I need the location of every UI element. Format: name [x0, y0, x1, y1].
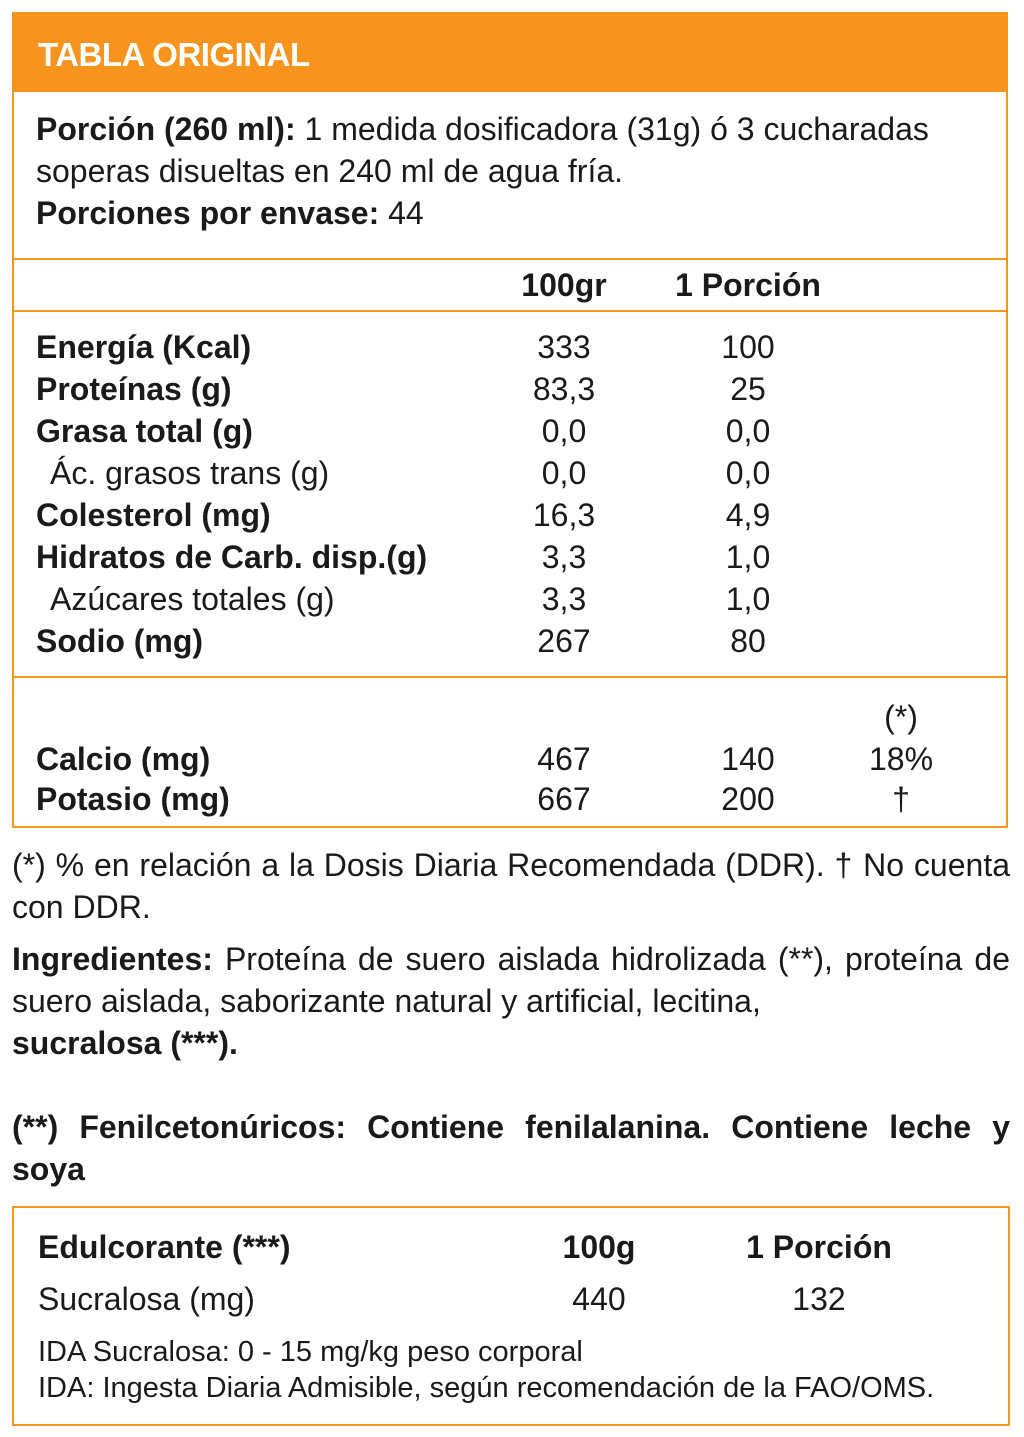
servings-per-container-value: 44 — [379, 195, 424, 231]
nutrient-per100: 3,3 — [541, 581, 587, 617]
mineral-per-portion: 140 — [721, 741, 775, 777]
ida-definition: IDA: Ingesta Diaria Admisible, según recomendación de la FAO/OMS. — [38, 1372, 935, 1404]
col-header-portion: 1 Porción — [675, 267, 821, 303]
nutrient-per-portion: 100 — [721, 329, 775, 365]
serving-size-cont: soperas disueltas en 240 ml de agua fría. — [36, 153, 624, 189]
sweetener-row-name: Sucralosa (mg) — [38, 1281, 255, 1317]
nutrient-name: Hidratos de Carb. disp.(g) — [36, 539, 428, 575]
mineral-name: Calcio (mg) — [36, 741, 211, 777]
nutrient-name: Ác. grasos trans (g) — [50, 455, 330, 491]
mineral-per100: 467 — [537, 741, 591, 777]
nutrient-name: Energía (Kcal) — [36, 329, 252, 365]
nutrient-per100: 83,3 — [532, 371, 596, 407]
nutrient-per100: 333 — [537, 329, 591, 365]
nutrient-name: Colesterol (mg) — [36, 497, 271, 533]
nutrient-per100: 267 — [537, 623, 591, 659]
ingredients-label: Ingredientes: — [12, 941, 213, 977]
nutrient-name: Azúcares totales (g) — [50, 581, 335, 617]
mineral-ddr: † — [892, 781, 910, 817]
footnotes — [12, 844, 1010, 1200]
nutrient-per-portion: 80 — [730, 623, 766, 659]
divider — [14, 676, 1006, 678]
divider — [14, 310, 1006, 312]
nutrient-per100: 0,0 — [541, 455, 587, 491]
col-header-100gr: 100gr — [521, 267, 607, 303]
title-bar — [14, 14, 1006, 92]
mineral-ddr: 18% — [868, 741, 934, 777]
sweetener-col-100g: 100g — [562, 1229, 636, 1265]
serving-info — [36, 108, 996, 234]
nutrient-name: Grasa total (g) — [36, 413, 253, 449]
ingredients — [12, 938, 1010, 1064]
nutrient-name: Sodio (mg) — [36, 623, 204, 659]
nutrient-per-portion: 25 — [730, 371, 766, 407]
nutrition-table — [12, 12, 1008, 828]
sweetener-row-per100: 440 — [572, 1281, 626, 1317]
sweetener-table — [12, 1206, 1010, 1426]
nutrient-per-portion: 4,9 — [725, 497, 771, 533]
divider — [14, 258, 1006, 260]
nutrient-per-portion: 0,0 — [725, 413, 771, 449]
nutrient-per-portion: 1,0 — [725, 539, 771, 575]
nutrient-per-portion: 0,0 — [725, 455, 771, 491]
mineral-per100: 667 — [537, 781, 591, 817]
sweetener-header: Edulcorante (***) — [38, 1229, 291, 1265]
sweetener-col-portion: 1 Porción — [746, 1229, 892, 1265]
ddr-footnote: (*) % en relación a la Dosis Diaria Recomendada (DDR). † No cuenta con DDR. — [12, 847, 1010, 925]
ddr-header: (*) — [884, 699, 918, 735]
mineral-per-portion: 200 — [721, 781, 775, 817]
phenylketonuric-warning-cont: soya — [12, 1151, 85, 1187]
nutrient-name: Proteínas (g) — [36, 371, 232, 407]
ingredients-sucralose: sucralosa (***). — [12, 1025, 238, 1061]
serving-size-text-1: 1 medida dosificadora (31g) ó 3 cucharadas — [295, 111, 929, 147]
ida-sucralose: IDA Sucralosa: 0 - 15 mg/kg peso corporal — [38, 1336, 583, 1368]
servings-per-container-label: Porciones por envase: — [36, 195, 380, 231]
serving-size-label: Porción (260 ml): — [36, 111, 296, 147]
nutrient-per100: 3,3 — [541, 539, 587, 575]
ingredients-text: Proteína de suero aislada hidrolizada (**), proteína de suero aislada, saborizante natural y artificial, lecitina, — [12, 941, 1010, 1019]
mineral-name: Potasio (mg) — [36, 781, 230, 817]
nutrient-per100: 0,0 — [541, 413, 587, 449]
servings-per-container — [36, 192, 996, 234]
nutrient-per100: 16,3 — [532, 497, 596, 533]
sweetener-row-per-portion: 132 — [792, 1281, 846, 1317]
serving-size — [36, 108, 996, 150]
table-title: TABLA ORIGINAL — [38, 36, 310, 73]
phenylketonuric-warning: (**) Fenilcetonúricos: Contiene fenilalanina. Contiene leche y — [12, 1109, 1010, 1145]
nutrient-per-portion: 1,0 — [725, 581, 771, 617]
